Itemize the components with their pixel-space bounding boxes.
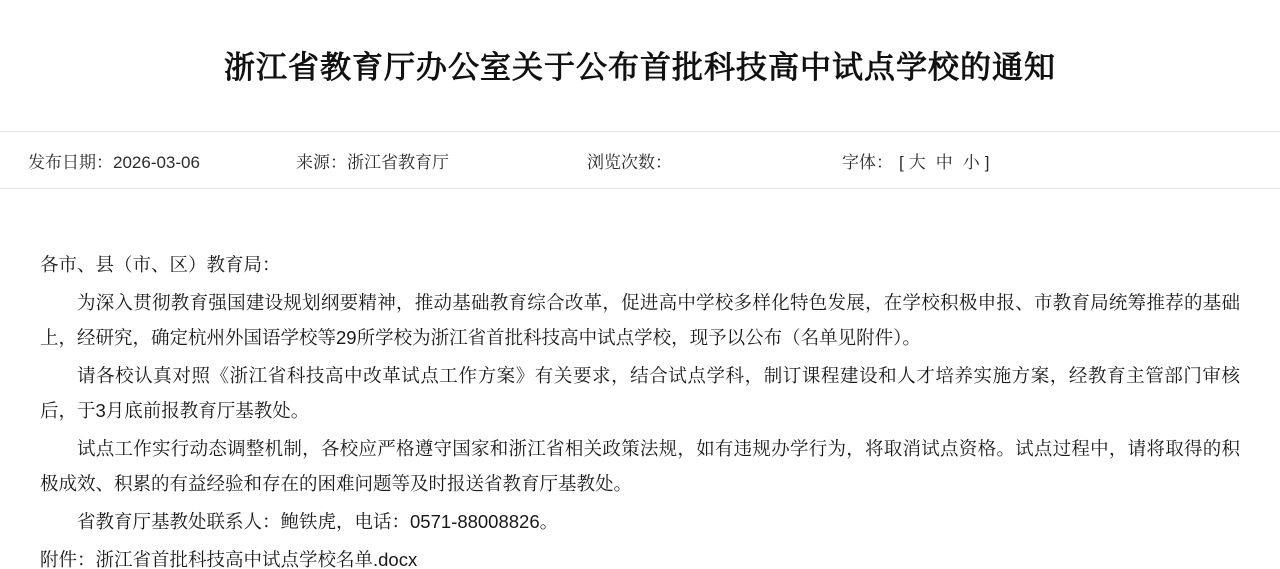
font-size-label: 字体： [841, 152, 893, 172]
body-paragraph-3: 试点工作实行动态调整机制，各校应严格遵守国家和浙江省相关政策法规，如有违规办学行为，将取消试点资格。试点过程中，请将取得的积极成效、积累的有益经验和存在的困难问题等及时报送省教育厅基教处。 [40, 437, 1240, 495]
source-value: 浙江省教育厅 [346, 152, 449, 172]
font-size-control [842, 148, 989, 173]
document-meta-bar [0, 131, 1280, 189]
bracket-close: ] [984, 152, 990, 172]
bracket-open: [ [898, 152, 904, 172]
font-size-small[interactable]: 小 [962, 152, 980, 172]
body-paragraph-2: 请各校认真对照《浙江省科技高中改革试点工作方案》有关要求，结合试点学科，制订课程建设和人才培养实施方案，经教育主管部门审核后，于3月底前报教育厅基教处。 [40, 364, 1240, 422]
body-paragraph-1: 为深入贯彻教育强国建设规划纲要精神，推动基础教育综合改革，促进高中学校多样化特色发展，在学校积极申报、市教育局统筹推荐的基础上，经研究，确定杭州外国语学校等29所学校为浙江省首批科技高中试点学校，现予以公布（名单见附件）。 [40, 291, 1240, 349]
font-size-options [899, 148, 989, 173]
font-size-large[interactable]: 大 [908, 152, 926, 172]
font-size-medium[interactable]: 中 [935, 152, 953, 172]
views-block [587, 148, 672, 173]
attachment-link[interactable]: 附件：浙江省首批科技高中试点学校名单.docx [40, 548, 418, 569]
publish-date-block [28, 148, 200, 173]
body-paragraph-4: 省教育厅基教处联系人：鲍铁虎，电话：0571-88008826。 [77, 510, 559, 532]
salutation: 各市、县（市、区）教育局： [40, 254, 281, 276]
document-body [0, 189, 1280, 569]
publish-date-label: 发布日期： [28, 152, 113, 172]
title-area [0, 0, 1280, 131]
views-label: 浏览次数： [586, 152, 672, 172]
publish-date-value: 2026-03-06 [113, 152, 200, 172]
page-title: 浙江省教育厅办公室关于公布首批科技高中试点学校的通知 [224, 49, 1056, 85]
source-label: 来源： [295, 152, 347, 172]
source-block [296, 148, 449, 173]
